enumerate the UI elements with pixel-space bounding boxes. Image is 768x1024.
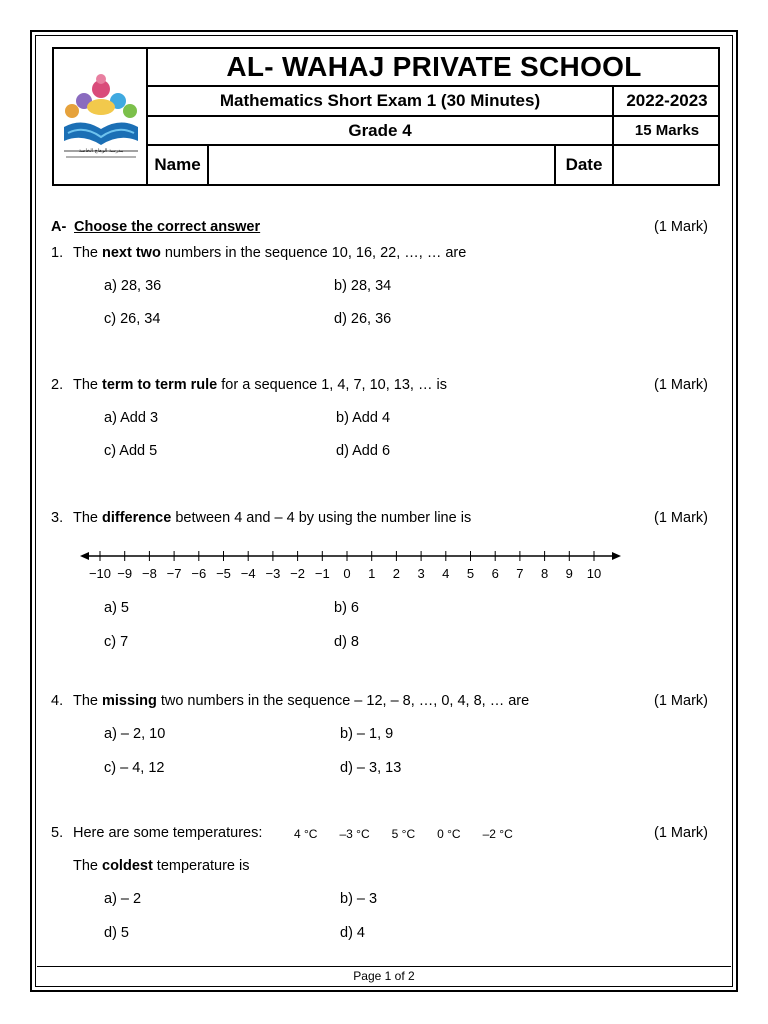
question-2-text: The term to term rule for a sequence 1, 4, 7, 10, 13, … is — [73, 377, 447, 393]
question-4-text: The missing two numbers in the sequence – 12, – 8, …, 0, 4, 8, … are — [73, 693, 530, 709]
q2-option-c[interactable]: c) Add 5 — [104, 443, 158, 459]
question-2-marks: (1 Mark) — [654, 377, 708, 393]
q3-option-b[interactable]: b) 6 — [334, 600, 359, 616]
number-line-label: −1 — [314, 566, 330, 581]
number-line-label: 10 — [586, 566, 602, 581]
number-line-label: 2 — [392, 566, 401, 581]
number-line-label: −2 — [290, 566, 306, 581]
name-label: Name — [154, 155, 201, 174]
number-line-label: −3 — [265, 566, 281, 581]
question-5-number: 5. — [51, 825, 64, 841]
q3-option-c[interactable]: c) 7 — [104, 634, 129, 650]
q5-option-a[interactable]: a) – 2 — [104, 891, 142, 907]
school-name: AL- WAHAJ PRIVATE SCHOOL — [226, 51, 642, 82]
date-label: Date — [565, 155, 603, 174]
q4-option-d[interactable]: d) – 3, 13 — [340, 760, 402, 776]
question-5-subtext: The coldest temperature is — [73, 858, 250, 874]
number-line-label: 8 — [540, 566, 549, 581]
number-line-label: 9 — [565, 566, 573, 581]
question-4-marks: (1 Mark) — [654, 693, 708, 709]
number-line-label: 0 — [343, 566, 351, 581]
number-line-label: −8 — [141, 566, 157, 581]
grade-label: Grade 4 — [348, 120, 412, 140]
number-line-label: 7 — [516, 566, 524, 581]
number-line-label: 4 — [442, 566, 450, 581]
number-line-label: 1 — [368, 566, 376, 581]
number-line-label: −9 — [117, 566, 133, 581]
arrow-right-icon — [612, 552, 621, 560]
number-line-label: 3 — [417, 566, 425, 581]
number-line-label: 6 — [491, 566, 499, 581]
number-line-label: −7 — [166, 566, 182, 581]
q1-option-a[interactable]: a) 28, 36 — [104, 278, 162, 294]
q3-option-a[interactable]: a) 5 — [104, 600, 129, 616]
number-line-label: −6 — [191, 566, 207, 581]
number-line-label: −5 — [216, 566, 231, 581]
q5-option-c[interactable]: d) 5 — [104, 925, 129, 941]
school-year: 2022-2023 — [626, 91, 708, 110]
exam-header-table — [52, 47, 720, 186]
q1-option-c[interactable]: c) 26, 34 — [104, 311, 161, 327]
total-marks: 15 Marks — [634, 122, 700, 139]
q2-option-b[interactable]: b) Add 4 — [336, 410, 391, 426]
number-line-label: −10 — [88, 566, 112, 581]
q2-option-d[interactable]: d) Add 6 — [336, 443, 391, 459]
arrow-left-icon — [80, 552, 89, 560]
exam-title: Mathematics Short Exam 1 (30 Minutes) — [219, 91, 541, 110]
temperature-1: 4 °C — [294, 827, 318, 841]
q1-option-b[interactable]: b) 28, 34 — [334, 278, 392, 294]
section-marks: (1 Mark) — [654, 219, 708, 235]
q1-option-d[interactable]: d) 26, 36 — [334, 311, 392, 327]
footer-divider — [37, 966, 731, 967]
question-3-marks: (1 Mark) — [654, 510, 708, 526]
number-line-label: 5 — [466, 566, 475, 581]
logo-caption: مدرسة الوهاج الخاصة — [78, 148, 124, 154]
question-5-text: Here are some temperatures: — [73, 825, 263, 841]
q4-option-b[interactable]: b) – 1, 9 — [340, 726, 394, 742]
q4-option-c[interactable]: c) – 4, 12 — [104, 760, 165, 776]
date-field[interactable] — [614, 146, 720, 184]
question-1-number: 1. — [51, 245, 64, 261]
question-1-text: The next two numbers in the sequence 10, 16, 22, …, … are — [73, 245, 467, 261]
number-line-label: −4 — [240, 566, 256, 581]
page-number: Page 1 of 2 — [353, 969, 415, 983]
question-5-marks: (1 Mark) — [654, 825, 708, 841]
section-prefix: A- — [51, 219, 67, 235]
q5-option-d[interactable]: d) 4 — [340, 925, 365, 941]
q5-option-b[interactable]: b) – 3 — [340, 891, 378, 907]
school-logo — [54, 49, 148, 186]
question-3-number: 3. — [51, 510, 64, 526]
temperature-2: –3 °C — [339, 827, 370, 841]
temperature-list — [294, 826, 535, 842]
q4-option-a[interactable]: a) – 2, 10 — [104, 726, 166, 742]
section-title: Choose the correct answer — [74, 219, 261, 235]
temperature-4: 0 °C — [437, 827, 461, 841]
name-field[interactable] — [209, 146, 554, 184]
question-3-text: The difference between 4 and – 4 by using the number line is — [73, 510, 472, 526]
q3-option-d[interactable]: d) 8 — [334, 634, 359, 650]
temperature-3: 5 °C — [391, 827, 416, 841]
question-2-number: 2. — [51, 377, 64, 393]
q2-option-a[interactable]: a) Add 3 — [104, 410, 159, 426]
temperature-5: –2 °C — [482, 827, 513, 841]
question-4-number: 4. — [51, 693, 64, 709]
number-line — [80, 545, 625, 585]
